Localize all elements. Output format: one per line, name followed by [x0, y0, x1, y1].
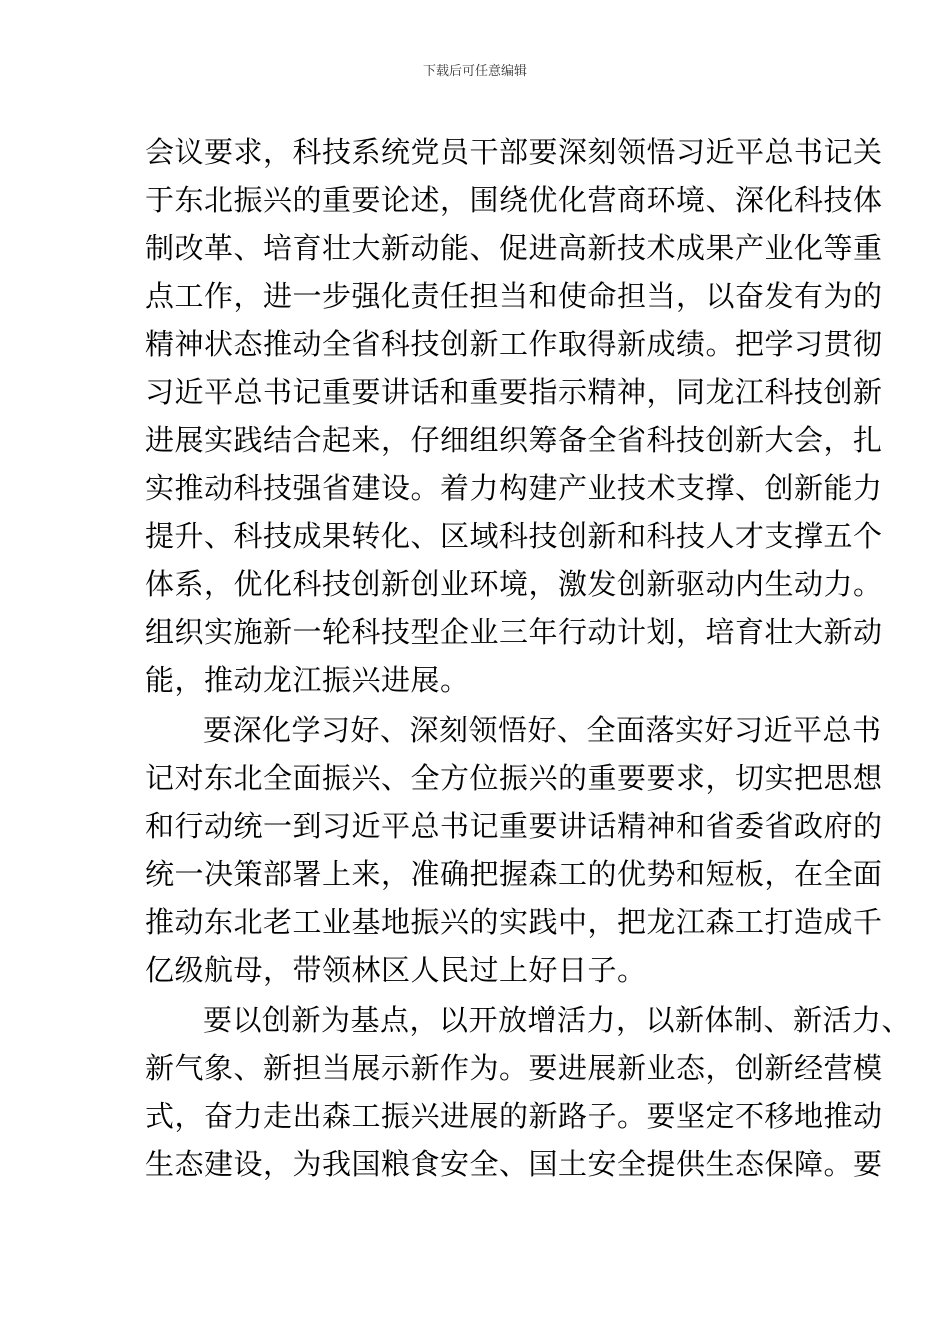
text-line: 点工作，进一步强化责任担当和使命担当，以奋发有为的: [145, 279, 883, 313]
text-line: 推动东北老工业基地振兴的实践中，把龙江森工打造成千: [145, 905, 883, 939]
text-line: 亿级航母，带领林区人民过上好日子。: [145, 953, 647, 987]
text-line: 组织实施新一轮科技型企业三年行动计划，培育壮大新动: [145, 615, 883, 649]
text-line: 进展实践结合起来，仔细组织筹备全省科技创新大会，扎: [145, 423, 883, 457]
text-line: 记对东北全面振兴、全方位振兴的重要要求，切实把思想: [145, 761, 883, 795]
text-line: 会议要求，科技系统党员干部要深刻领悟习近平总书记关: [145, 135, 883, 169]
text-line: 新气象、新担当展示新作为。要进展新业态，创新经营模: [145, 1051, 883, 1085]
text-line: 体系，优化科技创新创业环境，激发创新驱动内生动力。: [145, 567, 883, 601]
text-line: 生态建设，为我国粮食安全、国土安全提供生态保障。要: [145, 1147, 883, 1181]
text-line: 习近平总书记重要讲话和重要指示精神，同龙江科技创新: [145, 375, 883, 409]
text-line: 实推动科技强省建设。着力构建产业技术支撑、创新能力: [145, 471, 883, 505]
page-header-note: 下载后可任意编辑: [422, 64, 527, 79]
text-line: 要以创新为基点，以开放增活力，以新体制、新活力、: [203, 1003, 912, 1037]
text-line: 和行动统一到习近平总书记重要讲话精神和省委省政府的: [145, 809, 883, 843]
text-line: 提升、科技成果转化、区域科技创新和科技人才支撑五个: [145, 519, 883, 553]
text-line: 精神状态推动全省科技创新工作取得新成绩。把学习贯彻: [145, 327, 883, 361]
text-line: 制改革、培育壮大新动能、促进高新技术成果产业化等重: [145, 231, 883, 265]
text-line: 统一决策部署上来，准确把握森工的优势和短板，在全面: [145, 857, 883, 891]
text-line: 要深化学习好、深刻领悟好、全面落实好习近平总书: [203, 713, 882, 747]
text-line: 能，推动龙江振兴进展。: [145, 663, 470, 697]
text-line: 于东北振兴的重要论述，围绕优化营商环境、深化科技体: [145, 183, 883, 217]
text-line: 式，奋力走出森工振兴进展的新路子。要坚定不移地推动: [145, 1099, 883, 1133]
